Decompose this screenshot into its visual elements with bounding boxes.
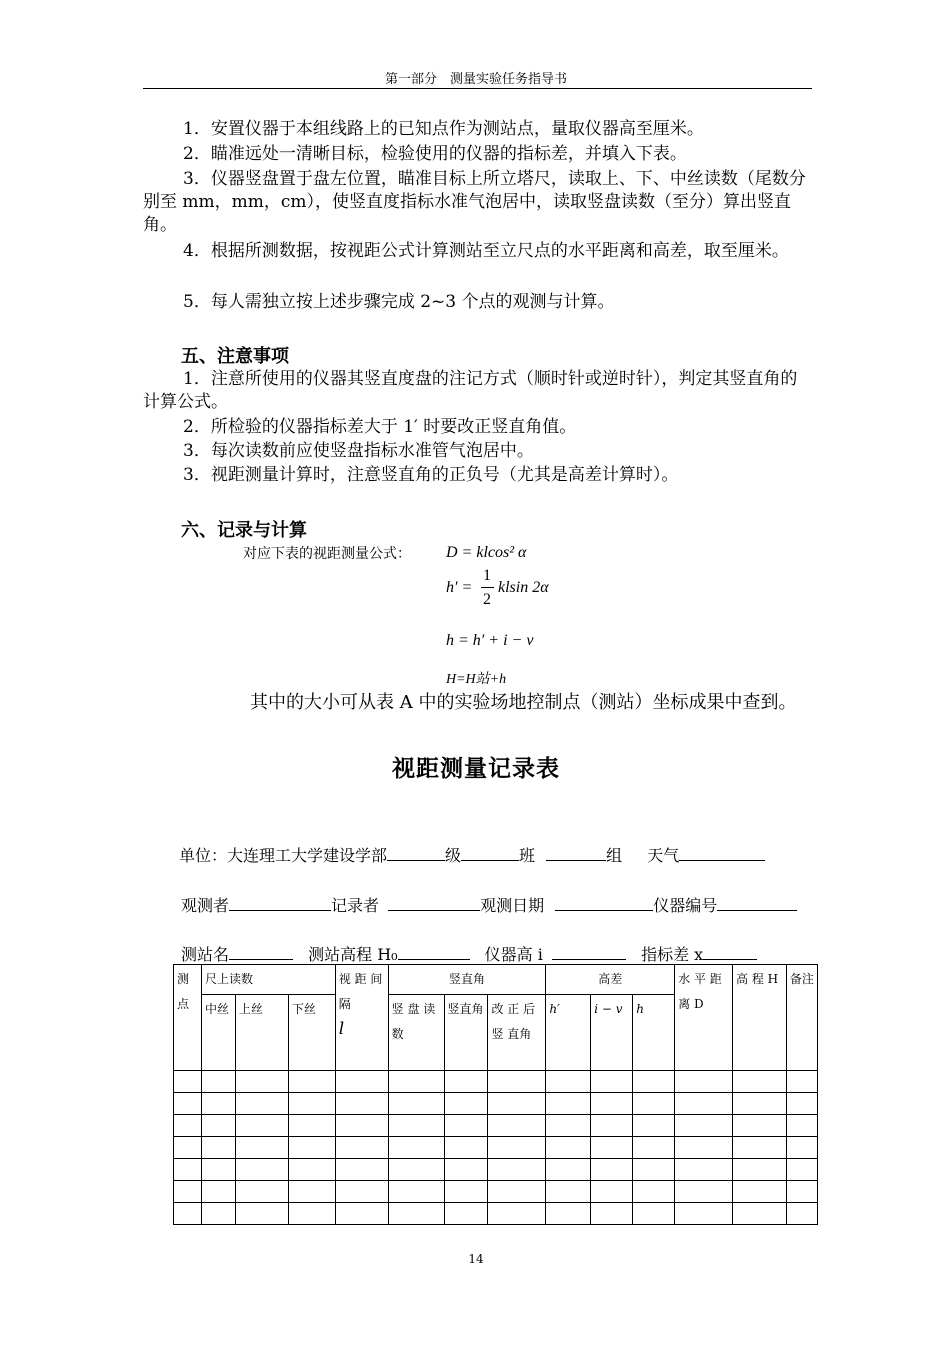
- table-cell[interactable]: [444, 1071, 488, 1093]
- table-cell[interactable]: [675, 1115, 733, 1137]
- col-height-difference: 高差: [546, 965, 675, 995]
- table-cell[interactable]: [174, 1203, 202, 1225]
- table-cell[interactable]: [546, 1093, 591, 1115]
- table-cell[interactable]: [591, 1115, 633, 1137]
- table-cell[interactable]: [388, 1137, 444, 1159]
- instrument-no-label: 仪器编号: [653, 896, 718, 915]
- table-cell[interactable]: [444, 1181, 488, 1203]
- step-5: 5．每人需独立按上述步骤完成 2~3 个点的观测与计算。: [183, 292, 615, 312]
- form-line-3: [181, 942, 757, 965]
- table-cell[interactable]: [546, 1071, 591, 1093]
- sight-interval-symbol: l: [338, 1019, 345, 1039]
- table-cell[interactable]: [733, 1181, 787, 1203]
- class-label: 班: [519, 846, 536, 865]
- group-label: 组: [606, 846, 623, 865]
- table-cell[interactable]: [633, 1093, 675, 1115]
- table-cell[interactable]: [675, 1137, 733, 1159]
- table-cell[interactable]: [591, 1203, 633, 1225]
- observer-field[interactable]: [229, 894, 331, 911]
- table-cell[interactable]: [288, 1181, 335, 1203]
- table-cell[interactable]: [335, 1071, 388, 1093]
- step-4: 4．根据所测数据，按视距公式计算测站至立尺点的水平距离和高差，取至厘米。: [183, 241, 789, 261]
- col-remark: 备注: [786, 965, 817, 1071]
- table-cell[interactable]: [786, 1181, 817, 1203]
- table-cell[interactable]: [633, 1159, 675, 1181]
- page-number: 14: [468, 1252, 484, 1266]
- table-cell[interactable]: [591, 1137, 633, 1159]
- table-cell[interactable]: [335, 1181, 388, 1203]
- formula-h: h = h′ + i − v: [446, 632, 534, 649]
- table-cell[interactable]: [591, 1181, 633, 1203]
- table-cell[interactable]: [444, 1115, 488, 1137]
- table-cell[interactable]: [235, 1159, 288, 1181]
- table-cell[interactable]: [633, 1071, 675, 1093]
- table-cell[interactable]: [288, 1115, 335, 1137]
- table-cell[interactable]: [335, 1137, 388, 1159]
- table-cell[interactable]: [201, 1071, 235, 1093]
- class-field[interactable]: [461, 844, 519, 861]
- table-body: [174, 1071, 818, 1225]
- table-cell[interactable]: [174, 1093, 202, 1115]
- col-horizontal-distance: 水 平 距 离 D: [675, 965, 733, 1071]
- table-cell[interactable]: [675, 1203, 733, 1225]
- col-disk-reading: 竖 盘 读数: [388, 995, 444, 1071]
- form-line-1: [179, 843, 765, 866]
- unit-label: 单位：大连理工大学建设学部: [179, 846, 388, 865]
- table-cell[interactable]: [786, 1093, 817, 1115]
- table-cell[interactable]: [633, 1115, 675, 1137]
- group-field[interactable]: [546, 844, 606, 861]
- table-cell[interactable]: [488, 1203, 546, 1225]
- station-name-label: 测站名: [181, 945, 230, 964]
- col-vert-angle: 竖直角: [444, 995, 488, 1071]
- table-cell[interactable]: [546, 1203, 591, 1225]
- instrument-height-field[interactable]: [552, 943, 626, 960]
- table-row: [174, 1181, 818, 1203]
- formula-elevation: H=H站+h: [446, 672, 507, 687]
- recorder-field[interactable]: [388, 894, 480, 911]
- table-cell[interactable]: [235, 1181, 288, 1203]
- station-elev-field[interactable]: [398, 943, 470, 960]
- date-field[interactable]: [555, 894, 653, 911]
- header-rule: [143, 88, 812, 89]
- table-cell[interactable]: [388, 1093, 444, 1115]
- table-cell[interactable]: [733, 1203, 787, 1225]
- table-cell[interactable]: [388, 1071, 444, 1093]
- caution-2: 2．所检验的仪器指标差大于 1′ 时要改正竖直角值。: [183, 417, 577, 437]
- col-lower-wire: 下丝: [288, 995, 335, 1071]
- table-cell[interactable]: [235, 1071, 288, 1093]
- table-cell[interactable]: [546, 1159, 591, 1181]
- table-cell[interactable]: [591, 1071, 633, 1093]
- col-sight-interval: [335, 965, 388, 1071]
- table-cell[interactable]: [733, 1093, 787, 1115]
- table-cell[interactable]: [786, 1137, 817, 1159]
- table-cell[interactable]: [235, 1115, 288, 1137]
- table-cell[interactable]: [288, 1137, 335, 1159]
- instrument-height-label: 仪器高 i: [484, 945, 543, 964]
- table-cell[interactable]: [786, 1071, 817, 1093]
- table-cell[interactable]: [675, 1093, 733, 1115]
- table-cell[interactable]: [488, 1093, 546, 1115]
- step-3: 3．仪器竖盘置于盘左位置，瞄准目标上所立塔尺，读取上、下、中丝读数（尾数分别至 mm，mm，cm），使竖直度指标水准气泡居中，读取竖盘读数（至分）算出竖直角。: [143, 169, 806, 235]
- table-cell[interactable]: [633, 1181, 675, 1203]
- table-cell[interactable]: [174, 1071, 202, 1093]
- table-header-row-1: [174, 965, 818, 995]
- recorder-label: 记录者: [331, 896, 380, 915]
- table-cell[interactable]: [201, 1115, 235, 1137]
- section6-heading: 六、记录与计算: [181, 520, 307, 541]
- col-vertical-angle: 竖直角: [388, 965, 546, 995]
- record-table: [173, 964, 818, 1225]
- table-cell[interactable]: [786, 1115, 817, 1137]
- section5-heading: 五、注意事项: [181, 346, 289, 367]
- station-name-field[interactable]: [229, 943, 293, 960]
- table-cell[interactable]: [235, 1137, 288, 1159]
- table-cell[interactable]: [335, 1159, 388, 1181]
- table-cell[interactable]: [675, 1159, 733, 1181]
- formula-h-prime-denominator: 2: [483, 591, 491, 608]
- table-cell[interactable]: [388, 1159, 444, 1181]
- table-cell[interactable]: [488, 1115, 546, 1137]
- table-cell[interactable]: [444, 1159, 488, 1181]
- table-cell[interactable]: [201, 1137, 235, 1159]
- table-cell[interactable]: [335, 1093, 388, 1115]
- station-elev-label: 测站高程 H₀: [308, 945, 398, 964]
- table-cell[interactable]: [591, 1093, 633, 1115]
- table-cell[interactable]: [675, 1071, 733, 1093]
- col-corrected-angle: 改 正 后 竖 直角: [488, 995, 546, 1071]
- grade-label: 级: [445, 846, 462, 865]
- step-1: 1．安置仪器于本组线路上的已知点作为测站点，量取仪器高至厘米。: [183, 119, 704, 139]
- table-cell[interactable]: [388, 1181, 444, 1203]
- col-elevation: 高 程 H: [733, 965, 787, 1071]
- table-cell[interactable]: [288, 1203, 335, 1225]
- formula-note: 其中的大小可从表 A 中的实验场地控制点（测站）坐标成果中查到。: [250, 692, 797, 713]
- col-h-prime: h′: [546, 995, 591, 1071]
- table-cell[interactable]: [733, 1137, 787, 1159]
- formula-h-prime-numerator: 1: [483, 567, 491, 584]
- table-cell[interactable]: [786, 1203, 817, 1225]
- instrument-no-field[interactable]: [717, 894, 797, 911]
- form-line-2: [181, 893, 797, 916]
- table-cell[interactable]: [444, 1203, 488, 1225]
- weather-field[interactable]: [679, 844, 765, 861]
- col-mid-wire: 中丝: [201, 995, 235, 1071]
- index-error-field[interactable]: [703, 943, 757, 960]
- table-cell[interactable]: [733, 1159, 787, 1181]
- table-cell[interactable]: [488, 1071, 546, 1093]
- caution-3: 3．每次读数前应使竖盘指标水准管气泡居中。: [183, 441, 534, 461]
- formula-lead: 对应下表的视距测量公式：: [243, 546, 411, 562]
- table-cell[interactable]: [201, 1181, 235, 1203]
- table-cell[interactable]: [488, 1159, 546, 1181]
- col-i-minus-v: i − v: [591, 995, 633, 1071]
- table-cell[interactable]: [201, 1093, 235, 1115]
- table-cell[interactable]: [335, 1115, 388, 1137]
- table-row: [174, 1203, 818, 1225]
- table-cell[interactable]: [174, 1181, 202, 1203]
- col-staff-reading: 尺上读数: [201, 965, 335, 995]
- table-cell[interactable]: [488, 1181, 546, 1203]
- form-title: 视距测量记录表: [392, 755, 560, 782]
- table-cell[interactable]: [201, 1203, 235, 1225]
- table-cell[interactable]: [174, 1137, 202, 1159]
- col-h: h: [633, 995, 675, 1071]
- table-cell[interactable]: [546, 1181, 591, 1203]
- table-cell[interactable]: [488, 1137, 546, 1159]
- table-cell[interactable]: [633, 1203, 675, 1225]
- table-cell[interactable]: [174, 1115, 202, 1137]
- observer-label: 观测者: [181, 896, 230, 915]
- table-cell[interactable]: [288, 1159, 335, 1181]
- table-row: [174, 1115, 818, 1137]
- table-cell[interactable]: [235, 1093, 288, 1115]
- formula-h-prime-right: klsin 2α: [498, 579, 549, 596]
- table-cell[interactable]: [675, 1181, 733, 1203]
- formula-distance: D = klcos² α: [446, 544, 527, 561]
- table-cell[interactable]: [174, 1159, 202, 1181]
- table-cell[interactable]: [235, 1203, 288, 1225]
- table-cell[interactable]: [546, 1115, 591, 1137]
- table-cell[interactable]: [388, 1115, 444, 1137]
- table-cell[interactable]: [546, 1137, 591, 1159]
- table-cell[interactable]: [786, 1159, 817, 1181]
- col-upper-wire: 上丝: [235, 995, 288, 1071]
- sight-interval-label: 视 距 间 隔: [338, 972, 383, 1011]
- fraction-bar: [481, 587, 494, 588]
- caution-4: 3．视距测量计算时，注意竖直角的正负号（尤其是高差计算时）。: [183, 465, 679, 485]
- page-header: 第一部分 测量实验任务指导书: [384, 72, 567, 87]
- weather-label: 天气: [647, 846, 680, 865]
- formula-h-prime-left: h′ =: [446, 579, 473, 596]
- table-cell[interactable]: [288, 1071, 335, 1093]
- step-2: 2．瞄准远处一清晰目标，检验使用的仪器的指标差，并填入下表。: [183, 144, 687, 164]
- date-label: 观测日期: [480, 896, 545, 915]
- table-row: [174, 1137, 818, 1159]
- table-cell[interactable]: [201, 1159, 235, 1181]
- col-point: 测点: [174, 965, 202, 1071]
- caution-1: 1．注意所使用的仪器其竖直度盘的注记方式（顺时针或逆时针），判定其竖直角的计算公式。: [143, 369, 798, 412]
- table-row: [174, 1093, 818, 1115]
- table-cell[interactable]: [288, 1093, 335, 1115]
- table-cell[interactable]: [633, 1137, 675, 1159]
- index-error-label: 指标差 x: [641, 945, 704, 964]
- table-cell[interactable]: [444, 1093, 488, 1115]
- table-cell[interactable]: [733, 1115, 787, 1137]
- table-cell[interactable]: [591, 1159, 633, 1181]
- table-cell[interactable]: [388, 1203, 444, 1225]
- table-row: [174, 1071, 818, 1093]
- table-row: [174, 1159, 818, 1181]
- table-cell[interactable]: [733, 1071, 787, 1093]
- table-cell[interactable]: [444, 1137, 488, 1159]
- table-cell[interactable]: [335, 1203, 388, 1225]
- grade-field[interactable]: [387, 844, 445, 861]
